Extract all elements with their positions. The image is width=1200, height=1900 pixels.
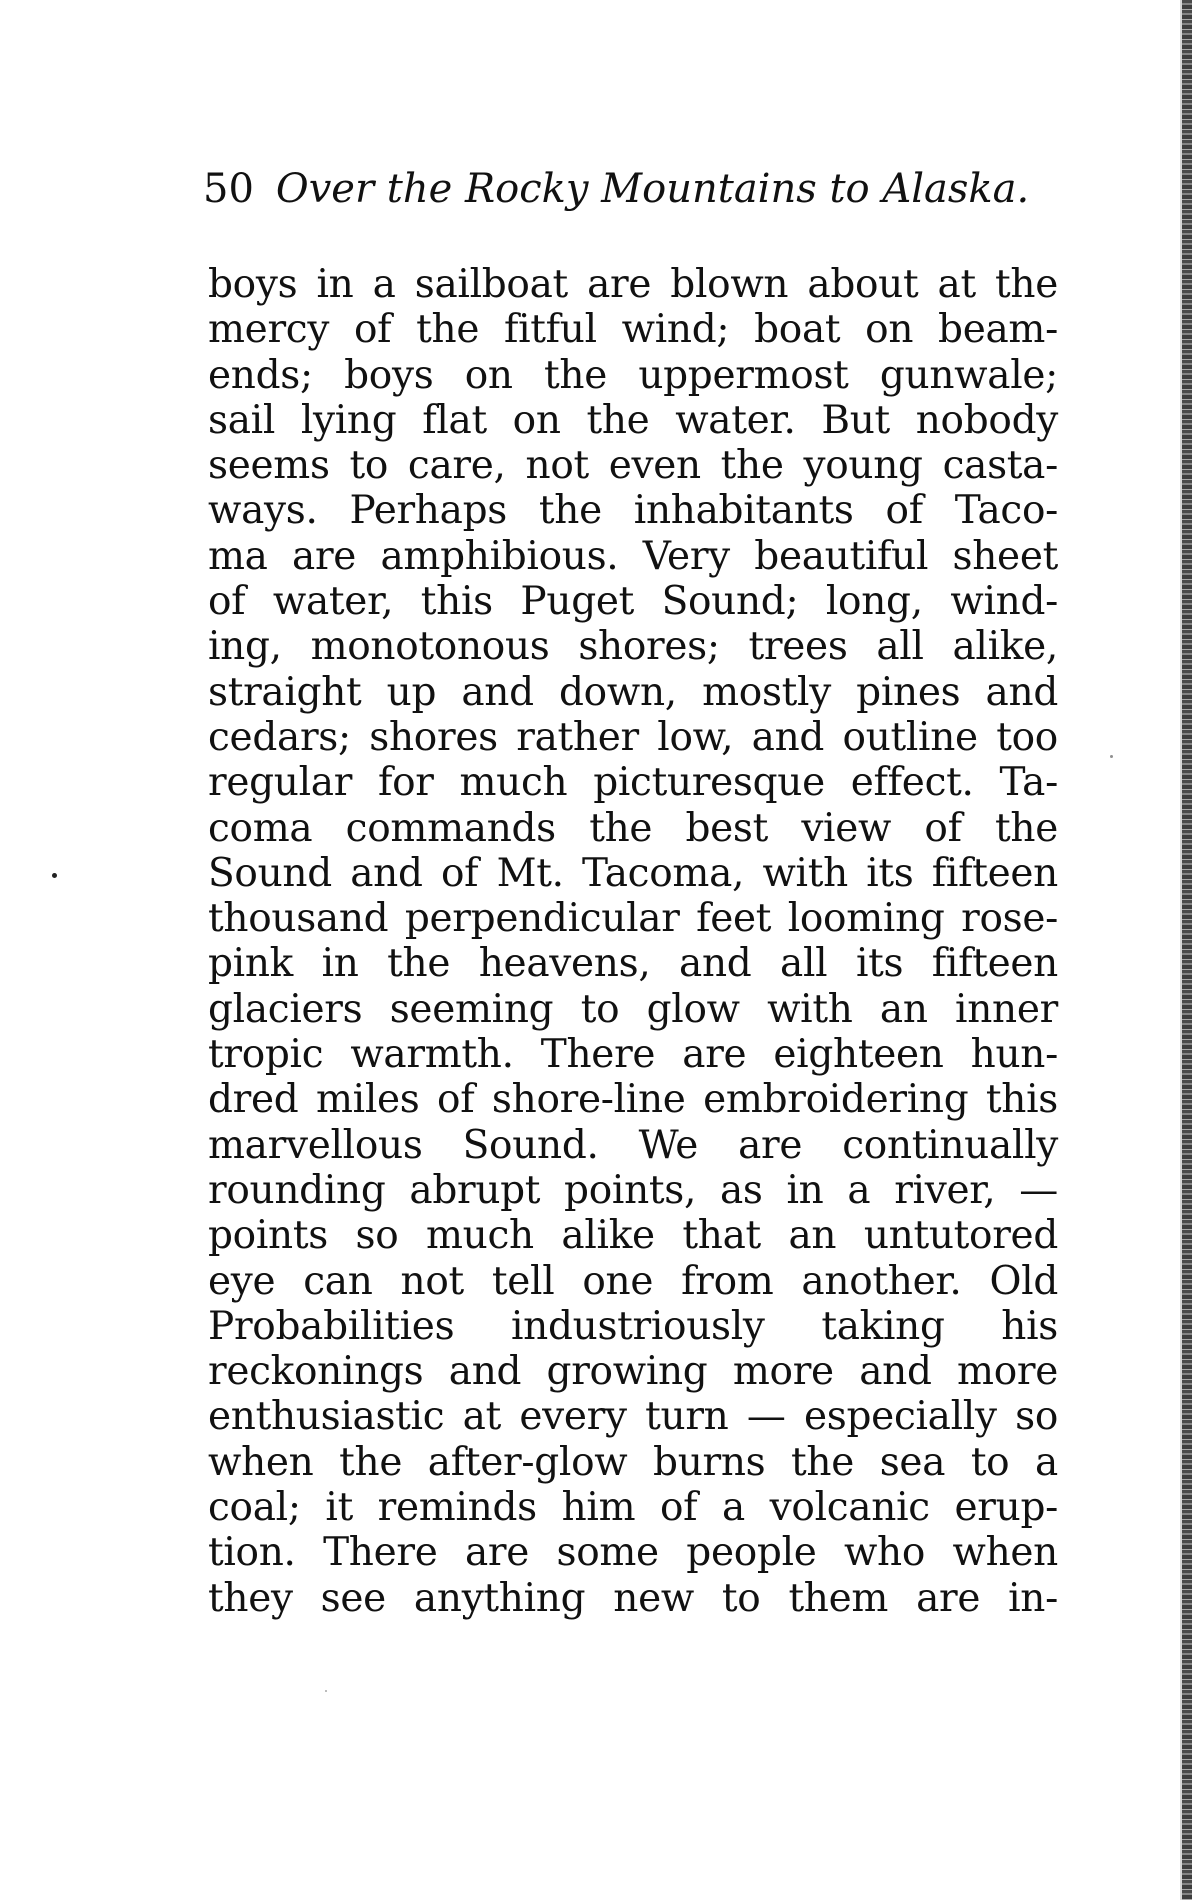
text-line: of water, this Puget Sound; long, wind- [208, 579, 1058, 625]
text-line: Sound and of Mt. Tacoma, with its fifteen [208, 850, 1058, 896]
text-line: marvellous Sound. We are continually [208, 1122, 1058, 1168]
text-line: tion. There are some people who when [208, 1530, 1058, 1576]
text-line: coma commands the best view of the [208, 805, 1058, 851]
text-line: cedars; shores rather low, and outline too [208, 714, 1058, 760]
text-line: thousand perpendicular feet looming rose- [208, 896, 1058, 942]
text-line: pink in the heavens, and all its fifteen [208, 941, 1058, 987]
text-line: eye can not tell one from another. Old [208, 1258, 1058, 1304]
text-line: straight up and down, mostly pines and [208, 669, 1058, 715]
ink-speck [1110, 755, 1113, 758]
body-text [208, 262, 1058, 1621]
text-line: rounding abrupt points, as in a river, — [208, 1167, 1058, 1213]
text-line: seems to care, not even the young casta- [208, 443, 1058, 489]
ink-speck [325, 1690, 327, 1692]
text-line: regular for much picturesque effect. Ta- [208, 760, 1058, 806]
text-line: when the after-glow burns the sea to a [208, 1439, 1058, 1485]
text-line: ma are amphibious. Very beautiful sheet [208, 533, 1058, 579]
running-title: Over the Rocky Mountains to Alaska. [275, 166, 1030, 212]
text-line: boys in a sailboat are blown about at the [208, 262, 1058, 307]
text-line: glaciers seeming to glow with an inner [208, 986, 1058, 1032]
page-number: 50 [203, 166, 254, 212]
text-line: dred miles of shore-line embroidering this [208, 1077, 1058, 1123]
ink-speck [52, 873, 57, 878]
text-line: sail lying flat on the water. But nobody [208, 397, 1058, 443]
text-line: reckonings and growing more and more [208, 1349, 1058, 1395]
text-line: ways. Perhaps the inhabitants of Taco- [208, 488, 1058, 534]
text-line: tropic warmth. There are eighteen hun- [208, 1032, 1058, 1078]
text-line: mercy of the fitful wind; boat on beam- [208, 307, 1058, 353]
running-header [203, 166, 1063, 218]
text-line: they see anything new to them are in- [208, 1575, 1058, 1621]
text-line: Probabilities industriously taking his [208, 1303, 1058, 1349]
text-line: ends; boys on the uppermost gunwale; [208, 352, 1058, 398]
text-line: points so much alike that an untutored [208, 1213, 1058, 1259]
text-line: enthusiastic at every turn — especially so [208, 1394, 1058, 1440]
text-line: coal; it reminds him of a volcanic erup- [208, 1485, 1058, 1531]
page-edge-line [1180, 0, 1182, 1900]
text-line: ing, monotonous shores; trees all alike, [208, 624, 1058, 670]
page-edge-shadow [1182, 0, 1192, 1900]
